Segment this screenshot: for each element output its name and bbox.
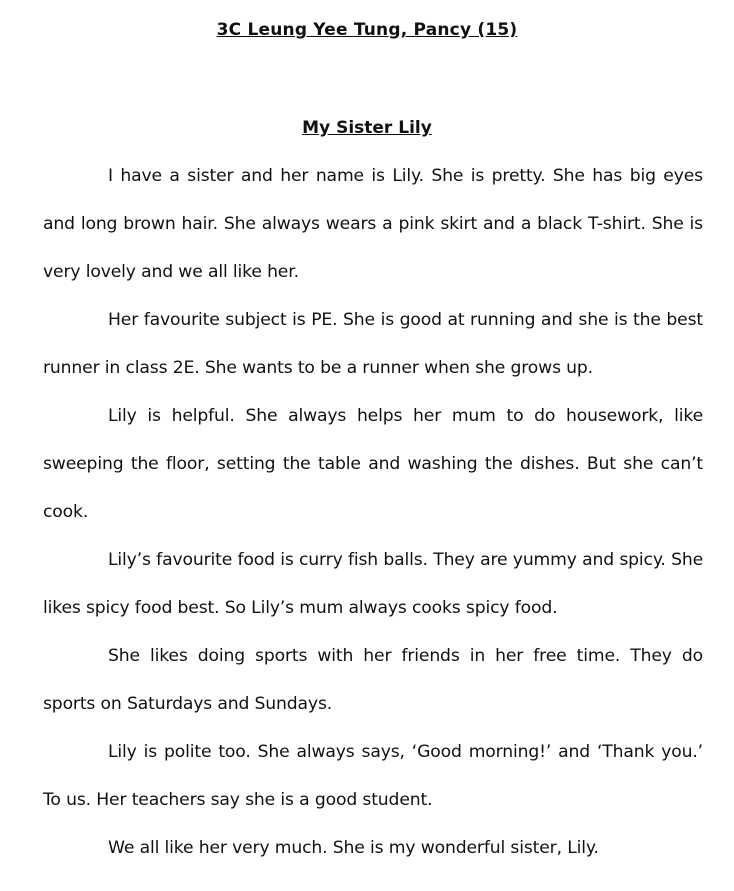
essay-title: My Sister Lily	[302, 118, 432, 138]
paragraph: Lily is polite too. She always says, ‘Good morning!’ and ‘Thank you.’ To us. Her teachers say she is a good student.	[43, 742, 703, 810]
paragraph: Lily is helpful. She always helps her mum to do housework, like sweeping the floor, setting the table and washing the dishes. But she can’t cook.	[43, 406, 703, 522]
essay-body	[43, 152, 703, 872]
paragraph: I have a sister and her name is Lily. She is pretty. She has big eyes and long brown hair. She always wears a pink skirt and a black T-shirt. She is very lovely and we all like her.	[43, 166, 703, 282]
paragraph: Her favourite subject is PE. She is good at running and she is the best runner in class 2E. She wants to be a runner when she grows up.	[43, 310, 703, 378]
paragraph: We all like her very much. She is my wonderful sister, Lily.	[108, 838, 599, 858]
paragraph: Lily’s favourite food is curry fish balls. They are yummy and spicy. She likes spicy food best. So Lily’s mum always cooks spicy food.	[43, 550, 703, 618]
paragraph: She likes doing sports with her friends in her free time. They do sports on Saturdays and Sundays.	[43, 646, 703, 714]
author-header: 3C Leung Yee Tung, Pancy (15)	[216, 20, 518, 40]
